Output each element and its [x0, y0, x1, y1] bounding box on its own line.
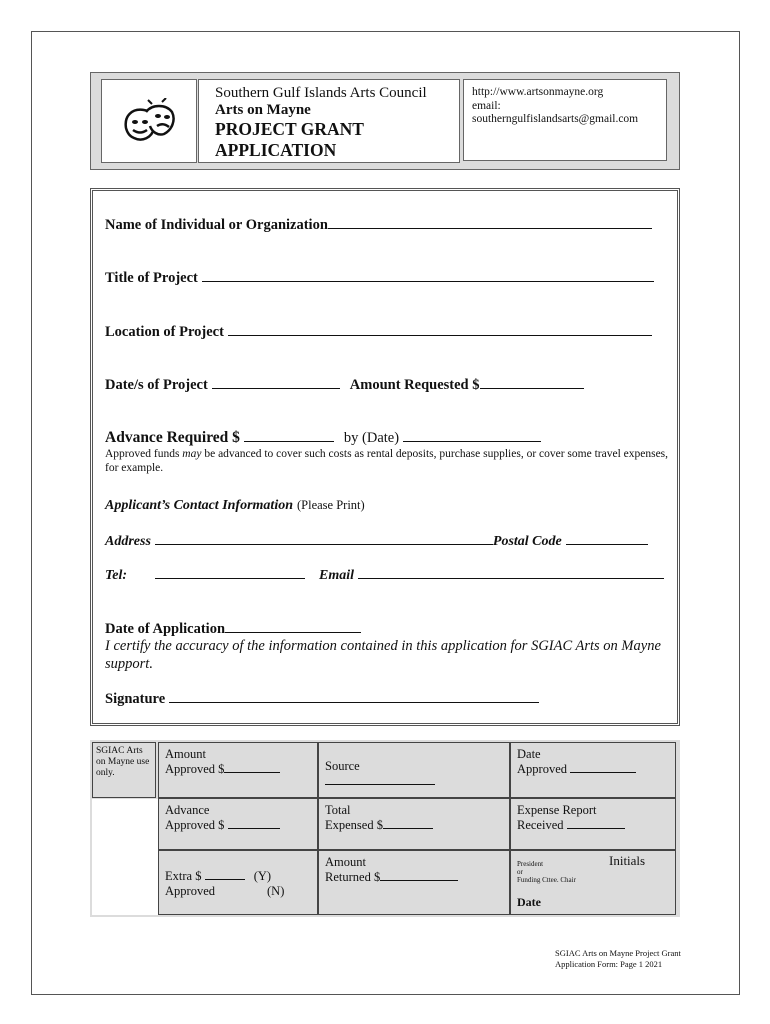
or-label: or	[517, 868, 523, 876]
signature-field[interactable]	[169, 689, 539, 703]
advance-date-field[interactable]	[403, 428, 541, 442]
amount-returned-cell	[318, 850, 510, 915]
president-label: President	[517, 860, 544, 868]
postal-field[interactable]	[566, 531, 648, 545]
source-field[interactable]	[325, 774, 435, 785]
location-field[interactable]	[228, 322, 652, 336]
total-expensed-field[interactable]	[383, 818, 433, 829]
advance-field[interactable]	[244, 428, 334, 442]
signature-label: Signature	[105, 691, 166, 707]
contact-note: (Please Print)	[297, 498, 365, 512]
date-approved-cell	[510, 742, 676, 798]
amount-approved-field[interactable]	[224, 762, 280, 773]
application-form	[90, 188, 680, 726]
signoff-date-label: Date	[517, 895, 541, 909]
expense-report-field[interactable]	[567, 818, 625, 829]
advance-note-post: be advanced to cover such costs as rental deposits, purchase supplies, or cover some travel expenses, for example.	[105, 448, 669, 474]
extra-field[interactable]	[205, 869, 245, 880]
advance-note-pre: Approved funds	[105, 448, 183, 460]
location-row	[105, 322, 652, 341]
tel-field[interactable]	[155, 565, 305, 579]
amount-returned-label: Amount Returned $	[325, 855, 381, 884]
contact-block	[463, 79, 667, 161]
advance-note-em: may	[182, 448, 202, 460]
funding-chair-label: Funding Cttee. Chair	[517, 876, 576, 884]
form-header	[90, 72, 680, 170]
advance-approved-cell	[158, 798, 318, 850]
email-label: email:	[472, 99, 501, 112]
dates-row	[105, 375, 584, 394]
date-approved-label: Date Approved	[517, 747, 567, 776]
amount-returned-field[interactable]	[380, 870, 458, 881]
signoff-cell	[510, 850, 676, 915]
office-use-label: SGIAC Arts on Mayne use only.	[92, 742, 156, 798]
expense-report-cell	[510, 798, 676, 850]
advance-approved-field[interactable]	[228, 818, 280, 829]
title-block	[198, 79, 460, 163]
title-label: Title of Project	[105, 270, 198, 286]
address-field[interactable]	[155, 531, 493, 545]
footer-line2: Application Form: Page 1 2021	[555, 959, 663, 969]
tel-row	[105, 565, 664, 584]
title-row	[105, 268, 654, 287]
advance-label: Advance Required $	[105, 429, 240, 446]
tel-label: Tel:	[105, 568, 128, 583]
by-date-label: by (Date)	[343, 430, 400, 446]
website-link[interactable]: http://www.artsonmayne.org	[472, 86, 604, 98]
signature-row	[105, 689, 539, 708]
total-expensed-cell	[318, 798, 510, 850]
amount-approved-cell	[158, 742, 318, 798]
page-footer	[555, 948, 681, 970]
app-date-field[interactable]	[225, 619, 361, 633]
address-row	[105, 531, 648, 550]
email-field[interactable]	[358, 565, 664, 579]
advance-approved-label: Advance Approved $	[165, 803, 225, 832]
name-row	[105, 215, 652, 234]
amount-field[interactable]	[480, 375, 584, 389]
name-field[interactable]	[328, 215, 652, 229]
address-label: Address	[105, 534, 151, 549]
title-field[interactable]	[202, 268, 654, 282]
footer-line1: SGIAC Arts on Mayne Project Grant	[555, 948, 681, 958]
initials-label: Initials	[609, 853, 646, 868]
source-cell	[318, 742, 510, 798]
extra-no[interactable]: (N)	[267, 884, 285, 898]
contact-heading-row	[105, 496, 365, 514]
amount-label: Amount Requested $	[349, 377, 480, 393]
extra-label: Extra $	[165, 869, 202, 883]
app-date-label: Date of Application	[105, 621, 226, 637]
advance-row	[105, 428, 541, 447]
email-address[interactable]: southerngulfislandsarts@gmail.com	[472, 113, 639, 125]
name-label: Name of Individual or Organization	[105, 217, 328, 233]
source-label: Source	[325, 759, 360, 773]
form-title-line1: PROJECT GRANT	[215, 119, 364, 139]
date-approved-field[interactable]	[570, 762, 636, 773]
logo	[101, 79, 197, 163]
office-use-table	[90, 740, 680, 917]
email-label: Email	[319, 568, 355, 583]
org-name: Southern Gulf Islands Arts Council	[215, 85, 427, 101]
extra-approved-label: Approved	[165, 884, 215, 898]
sub-name: Arts on Mayne	[215, 102, 311, 118]
certify-text: I certify the accuracy of the information contained in this application for SGIAC Arts on Mayne support.	[105, 638, 661, 672]
extra-cell	[158, 850, 318, 915]
extra-yes[interactable]: (Y)	[253, 869, 272, 883]
form-title-line2: APPLICATION	[215, 140, 337, 160]
contact-heading: Applicant’s Contact Information	[105, 498, 293, 513]
location-label: Location of Project	[105, 324, 224, 340]
dates-label: Date/s of Project	[105, 377, 208, 393]
dates-field[interactable]	[212, 375, 340, 389]
total-expensed-label: Total Expensed $	[325, 803, 383, 832]
amount-approved-label: Amount Approved $	[165, 747, 225, 776]
blank-cell	[92, 799, 158, 915]
expense-report-label: Expense Report Received	[517, 803, 597, 832]
app-date-row	[105, 619, 361, 638]
advance-note	[105, 447, 673, 475]
postal-label: Postal Code	[492, 534, 562, 549]
theatre-masks-icon	[122, 98, 178, 144]
